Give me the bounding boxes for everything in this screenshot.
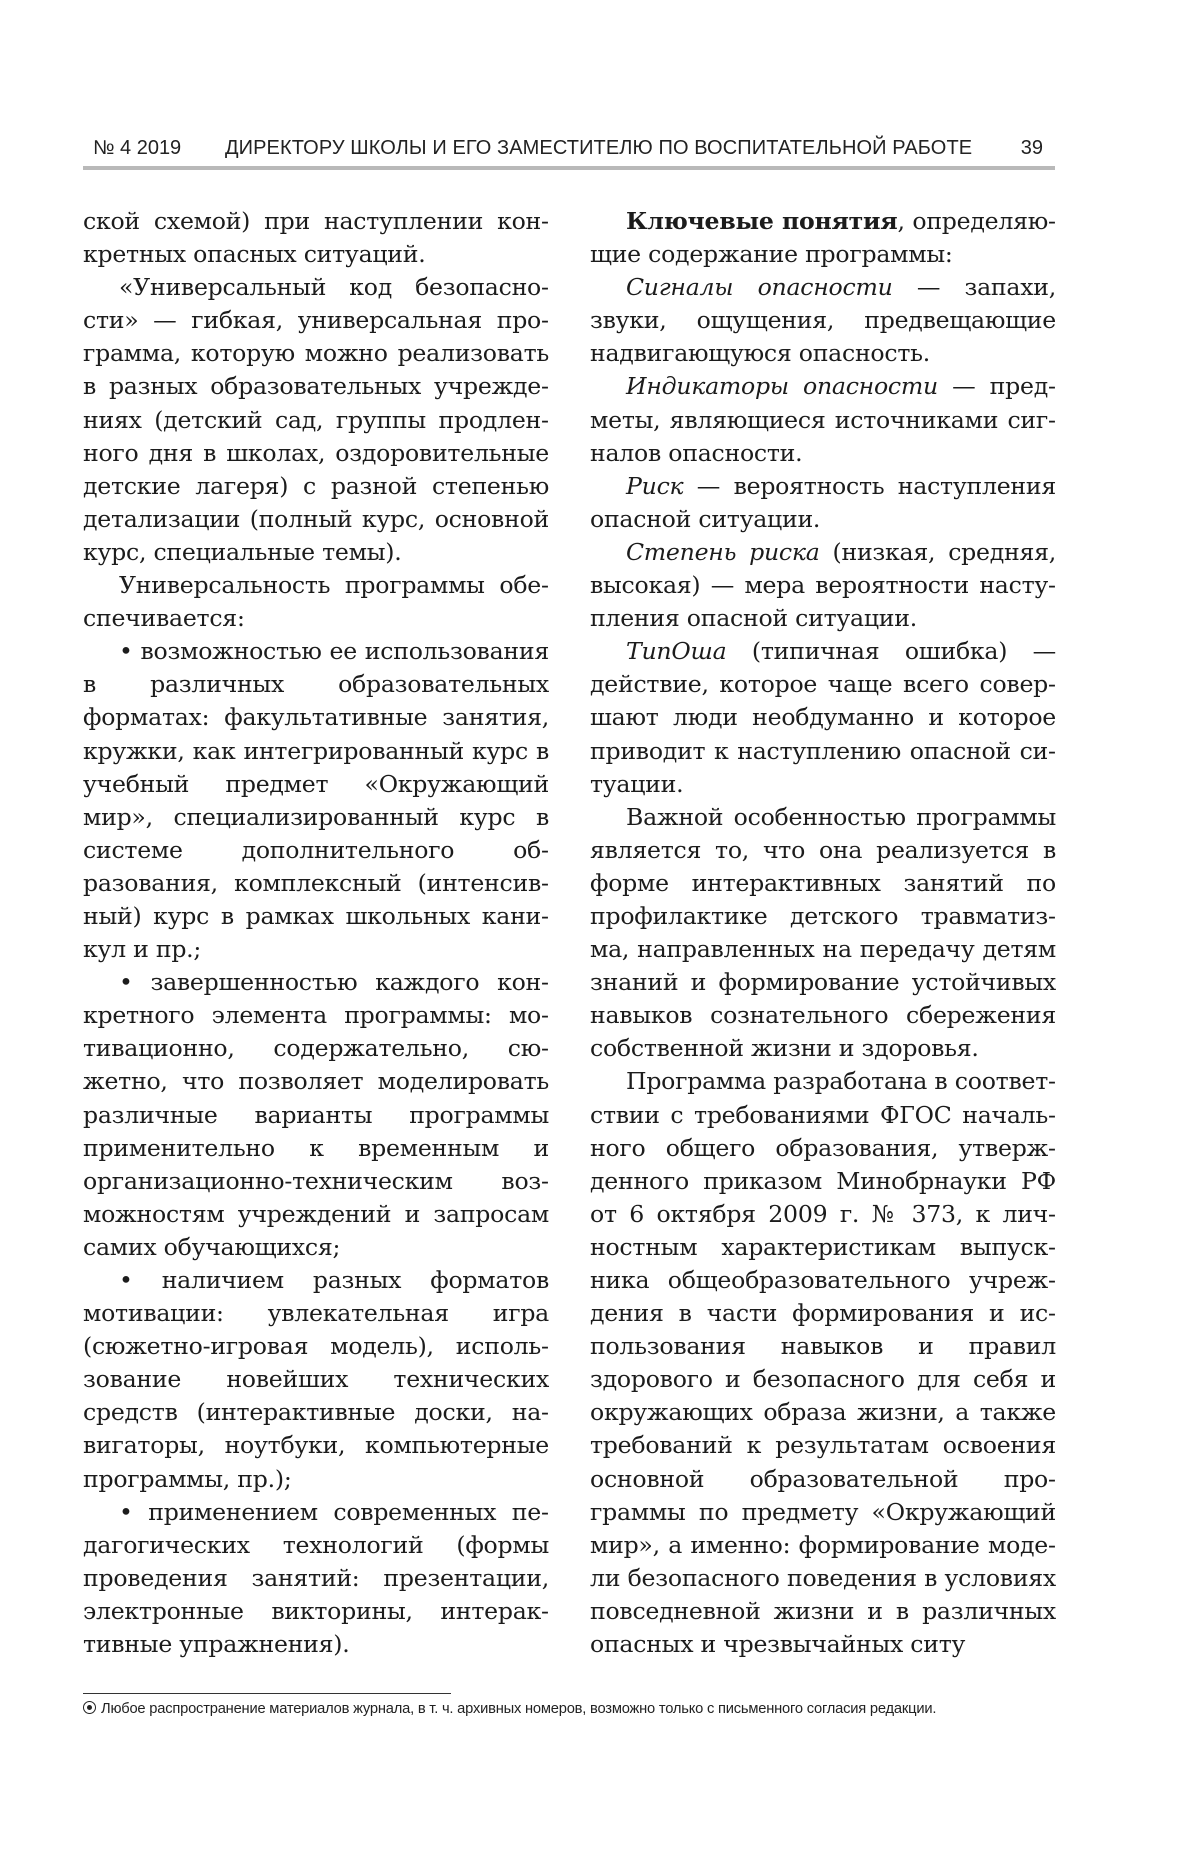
- footnote-text: Любое распространение материалов журнала, в т. ч. архивных номеров, возможно только с письменного согласия редакции.: [101, 1701, 937, 1717]
- paragraph-universality: Универсальность программы обеспечивается:: [83, 571, 549, 633]
- term: Степень риска: [626, 537, 820, 566]
- paragraph-fgos: Программа разработана в соответствии с требованиями ФГОС начального общего образования, утвержденного приказом Минобрнауки РФ от 6 октября 2009 г. № 373, к личностным характеристикам выпускника общеобразовательного учреждения в части формирования и использования навыков и правил здорового и безопасного для себя и окружающих образа жизни, а также требований к результатам освоения основной образовательной программы по предмету «Окружающий мир», а именно: формирование модели безопасного поведения в условиях повседневной жизни и в различных опасных и чрезвычайных ситу: [590, 1067, 1056, 1659]
- bullet-formats: • возможностью ее использования в различных образовательных форматах: факультативные занятия, кружки, как интегрированный курс в учебный предмет «Окружающий мир», специализированный курс в системе дополнительного образования, комплексный (интенсивный) курс в рамках школьных каникул и пр.;: [83, 635, 549, 966]
- footnote-rule: [83, 1693, 451, 1694]
- bullet-technologies: • применением современных педагогических технологий (формы проведения занятий: презентации, электронные викторины, интерактивные упражнения).: [83, 1496, 549, 1661]
- issue-number: № 4 2019: [93, 137, 182, 159]
- paragraph-universal-code: «Универсальный код безопасности» — гибкая, универсальная программа, которую можно реализовать в разных образовательных учреждениях (детский сад, группы продленного дня в школах, оздоровительные детские лагеря) с разной степенью детализации (полный курс, основной курс, специальные темы).: [83, 273, 549, 566]
- header-rule: [83, 166, 1055, 170]
- paragraph-program-feature: Важной особенностью программы является то, что она реализуется в форме интерактивных занятий по профилактике детского травматизма, направленных на передачу детям знаний и формирование устойчивых навыков сознательного сбережения собственной жизни и здоровья.: [590, 802, 1056, 1063]
- right-column: [590, 205, 1056, 1661]
- term: ТипОша: [626, 637, 727, 666]
- term: Сигналы опасности: [626, 273, 893, 302]
- bullet-completeness: • завершенностью каждого конкретного элемента программы: мотивационно, содержательно, сюжетно, что позволяет моделировать различные варианты программы применительно к временным и организационно-техническим возможностям учреждений и запросам самих обучающихся;: [83, 966, 549, 1264]
- term: Риск: [626, 471, 684, 500]
- left-column: [83, 205, 549, 1661]
- definition-danger-indicators: Индикаторы опасности — предметы, являющиеся источниками сигналов опасности.: [590, 372, 1056, 467]
- definition-risk-degree: Степень риска (низкая, средняя, высокая) — мера вероятности наступления опасной ситуации.: [590, 537, 1056, 633]
- key-concepts-intro: Ключевые понятия, определяющие содержание программы:: [590, 207, 1056, 269]
- journal-title: ДИРЕКТОРУ ШКОЛЫ И ЕГО ЗАМЕСТИТЕЛЮ ПО ВОСПИТАТЕЛЬНОЙ РАБОТЕ: [225, 137, 973, 159]
- key-concepts-title: Ключевые понятия: [626, 207, 898, 235]
- bullet-motivation: • наличием разных форматов мотивации: увлекательная игра (сюжетно-игровая модель), использование новейших технических средств (интерактивные доски, навигаторы, ноутбуки, компьютерные программы, пр.);: [83, 1264, 549, 1496]
- paragraph-continuation: ской схемой) при наступлении конкретных опасных ситуаций.: [83, 207, 549, 269]
- page-number: 39: [1020, 137, 1043, 159]
- definition-risk: Риск — вероятность наступления опасной ситуации.: [590, 471, 1056, 533]
- copyright-circle-icon: [83, 1701, 96, 1714]
- term: Индикаторы опасности: [626, 372, 938, 401]
- footnote: [83, 1701, 1063, 1717]
- running-header: [83, 131, 1055, 165]
- definition-danger-signals: Сигналы опасности — запахи, звуки, ощущения, предвещающие надвигающуюся опасность.: [590, 273, 1056, 368]
- definition-typical-mistake: ТипОша (типичная ошибка) — действие, которое чаще всего совершают люди необдуманно и которое приводит к наступлению опасной ситуации.: [590, 637, 1056, 798]
